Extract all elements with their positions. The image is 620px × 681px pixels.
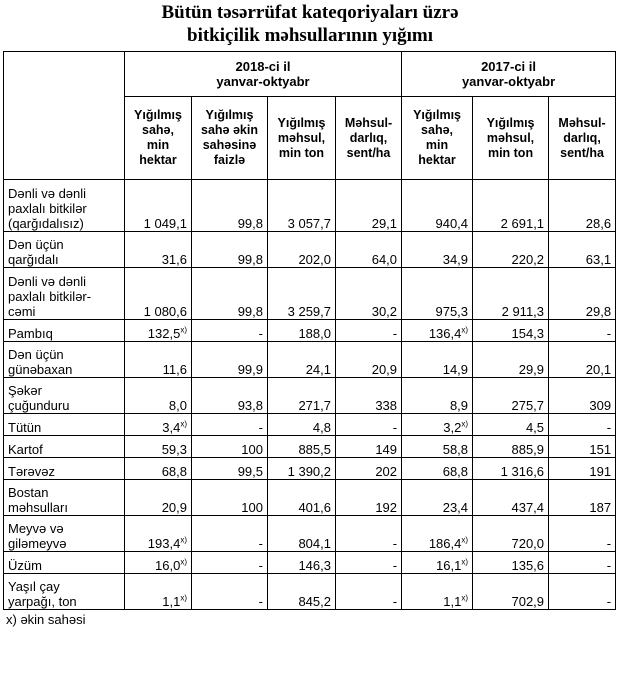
cell-y17 [549, 180, 616, 232]
cell-value: 338 [375, 398, 398, 413]
cell-a18 [125, 516, 192, 552]
cell-value: 146,3 [298, 558, 331, 573]
cell-pct [192, 516, 268, 552]
cell-a18 [125, 480, 192, 516]
cell-y18 [336, 414, 402, 436]
cell-value: 31,6 [161, 252, 187, 267]
table-row [4, 180, 616, 232]
cell-value: 186,4 [428, 536, 462, 551]
cell-value: - [258, 558, 263, 573]
cell-value: 401,6 [298, 500, 331, 515]
cell-value: 11,6 [162, 362, 187, 377]
row-label [4, 458, 125, 480]
cell-p18 [268, 342, 336, 378]
cell-value: 34,9 [442, 252, 469, 267]
row-label [4, 180, 125, 232]
cell-p17 [473, 378, 549, 414]
table-row [4, 414, 616, 436]
document-title [0, 1, 620, 51]
row-label-text: Tütün [8, 420, 42, 435]
period-2017-text: 2017-ci il yanvar-oktyabr [461, 59, 556, 89]
cell-pct [192, 552, 268, 574]
cell-value: 1,1 [443, 594, 462, 609]
row-label-text: Tərəvəz [8, 464, 55, 479]
cell-a17 [402, 480, 473, 516]
row-label [4, 378, 125, 414]
cell-pct [192, 268, 268, 320]
cell-value: 3 057,7 [287, 216, 331, 231]
cell-value: 3,4 [162, 420, 181, 435]
cell-y17 [549, 378, 616, 414]
col-area-2018: Yığılmış sahə, min hektar [125, 97, 192, 180]
cell-value: - [606, 594, 612, 609]
cell-value: 202,0 [298, 252, 331, 267]
cell-pct [192, 232, 268, 268]
cell-p18 [268, 516, 336, 552]
cell-value: - [606, 326, 612, 341]
footnote-marker: x) [461, 593, 469, 603]
row-label [4, 436, 125, 458]
cell-value: 63,1 [585, 252, 612, 267]
cell-y18 [336, 574, 402, 610]
cell-p17 [473, 180, 549, 232]
cell-a18 [125, 574, 192, 610]
cell-value: 845,2 [298, 594, 331, 609]
cell-y17 [549, 414, 616, 436]
cell-y17 [549, 552, 616, 574]
cell-value: 1 049,1 [143, 216, 187, 231]
cell-value: 64,0 [371, 252, 398, 267]
cell-y17 [549, 342, 616, 378]
cell-p17 [473, 342, 549, 378]
cell-a18 [125, 436, 192, 458]
cell-value: 136,4 [428, 326, 462, 341]
cell-p17 [473, 574, 549, 610]
row-label-text: Dən üçün qarğıdalı [8, 237, 64, 267]
table-row [4, 378, 616, 414]
cell-value: - [606, 420, 612, 435]
cell-value: - [392, 558, 398, 573]
row-label-text: Şəkər çuğunduru [8, 383, 70, 413]
row-label-text: Kartof [8, 442, 43, 457]
cell-value: 99,8 [237, 252, 263, 267]
table-row [4, 436, 616, 458]
cell-value: 2 911,3 [501, 304, 545, 319]
period-2018-header [125, 52, 402, 97]
row-label [4, 480, 125, 516]
cell-value: 16,0 [155, 558, 181, 573]
cell-value: 940,4 [435, 216, 469, 231]
cell-pct [192, 458, 268, 480]
cell-a17 [402, 516, 473, 552]
cell-value: 804,1 [298, 536, 331, 551]
col-product-2017: Yığılmış məhsul, min ton [473, 97, 549, 180]
footnote-marker: x) [461, 325, 469, 335]
cell-value: - [392, 326, 398, 341]
cell-y17 [549, 320, 616, 342]
cell-pct [192, 378, 268, 414]
cell-value: 99,8 [237, 216, 263, 231]
cell-a18 [125, 414, 192, 436]
cell-p18 [268, 232, 336, 268]
cell-a17 [402, 574, 473, 610]
cell-a18 [125, 180, 192, 232]
cell-value: 68,8 [442, 464, 469, 479]
cell-value: 188,0 [298, 326, 331, 341]
row-label [4, 268, 125, 320]
row-label-text: Dənli və dənli paxlalı bitkilər- cəmi [8, 274, 92, 319]
row-label-header [4, 52, 125, 180]
cell-pct [192, 436, 268, 458]
cell-y17 [549, 458, 616, 480]
cell-a17 [402, 268, 473, 320]
row-label [4, 574, 125, 610]
cell-value: 2 691,1 [500, 216, 545, 231]
cell-value: 28,6 [585, 216, 612, 231]
cell-a18 [125, 552, 192, 574]
cell-p17 [473, 458, 549, 480]
cell-p18 [268, 378, 336, 414]
cell-y17 [549, 232, 616, 268]
cell-y18 [336, 552, 402, 574]
table-row [4, 342, 616, 378]
cell-p17 [473, 232, 549, 268]
cell-a18 [125, 232, 192, 268]
cell-p18 [268, 458, 336, 480]
cell-value: 187 [589, 500, 612, 515]
footnote: x) əkin sahəsi [6, 612, 86, 627]
cell-p17 [473, 516, 549, 552]
cell-value: 24,1 [305, 362, 331, 377]
cell-y17 [549, 436, 616, 458]
cell-value: 1 316,6 [500, 464, 545, 479]
cell-y18 [336, 342, 402, 378]
cell-pct [192, 574, 268, 610]
cell-value: 29,8 [585, 304, 612, 319]
cell-y18 [336, 378, 402, 414]
cell-a18 [125, 320, 192, 342]
cell-y17 [549, 516, 616, 552]
cell-value: 975,3 [435, 304, 469, 319]
row-label-text: Yaşıl çay yarpağı, ton [8, 579, 77, 609]
cell-value: - [258, 594, 263, 609]
cell-value: 99,9 [237, 362, 263, 377]
table-row [4, 480, 616, 516]
cell-value: 275,7 [511, 398, 545, 413]
table-row [4, 552, 616, 574]
title-line-2: bitkiçilik məhsullarının yığımı [187, 25, 433, 46]
cell-p18 [268, 414, 336, 436]
cell-a18 [125, 378, 192, 414]
cell-y18 [336, 180, 402, 232]
cell-value: 885,5 [298, 442, 331, 457]
cell-value: 68,8 [161, 464, 187, 479]
table-row [4, 268, 616, 320]
cell-value: 3,2 [443, 420, 462, 435]
cell-value: - [606, 536, 612, 551]
cell-value: 885,9 [511, 442, 545, 457]
cell-p18 [268, 552, 336, 574]
cell-a17 [402, 232, 473, 268]
row-label-text: Üzüm [8, 558, 42, 573]
col-product-2018: Yığılmış məhsul, min ton [268, 97, 336, 180]
cell-value: 309 [589, 398, 612, 413]
col-area-2017: Yığılmış sahə, min hektar [402, 97, 473, 180]
cell-value: 59,3 [161, 442, 187, 457]
row-label-text: Meyvə və giləmeyvə [8, 521, 67, 551]
cell-a17 [402, 342, 473, 378]
cell-y18 [336, 320, 402, 342]
row-label [4, 232, 125, 268]
footnote-marker: x) [180, 557, 187, 567]
footnote-marker: x) [180, 419, 187, 429]
table-row [4, 574, 616, 610]
footnote-marker: x) [461, 419, 469, 429]
cell-y18 [336, 436, 402, 458]
cell-pct [192, 342, 268, 378]
cell-value: 720,0 [511, 536, 545, 551]
cell-value: 193,4 [147, 536, 181, 551]
cell-value: 135,6 [511, 558, 545, 573]
table-row [4, 516, 616, 552]
cell-pct [192, 180, 268, 232]
cell-value: 20,1 [585, 362, 612, 377]
row-label [4, 414, 125, 436]
cell-y18 [336, 480, 402, 516]
cell-p18 [268, 320, 336, 342]
cell-value: 1 080,6 [143, 304, 187, 319]
row-label-text: Pambıq [8, 326, 53, 341]
row-label [4, 342, 125, 378]
cell-value: 29,9 [518, 362, 545, 377]
cell-value: 14,9 [442, 362, 469, 377]
footnote-marker: x) [180, 325, 187, 335]
cell-value: 20,9 [371, 362, 398, 377]
cell-value: 20,9 [161, 500, 187, 515]
cell-value: - [392, 420, 398, 435]
row-label-text: Dənli və dənli paxlalı bitkilər (qarğıdalısız) [8, 186, 87, 231]
cell-p17 [473, 480, 549, 516]
cell-a17 [402, 320, 473, 342]
cell-value: 149 [375, 442, 398, 457]
cell-a17 [402, 458, 473, 480]
col-area-pct-2018: Yığılmış sahə əkin sahəsinə faizlə [192, 97, 268, 180]
cell-value: 100 [241, 442, 263, 457]
cell-pct [192, 320, 268, 342]
period-2017-header [402, 52, 616, 97]
col-yield-2017: Məhsul- darlıq, sent/ha [549, 97, 616, 180]
cell-value: 192 [375, 500, 398, 515]
cell-p17 [473, 414, 549, 436]
cell-y18 [336, 232, 402, 268]
table-row [4, 458, 616, 480]
cell-p18 [268, 268, 336, 320]
cell-value: 4,8 [312, 420, 331, 435]
cell-p17 [473, 320, 549, 342]
cell-p17 [473, 268, 549, 320]
row-label-text: Dən üçün günəbaxan [8, 347, 73, 377]
footnote-marker: x) [461, 557, 469, 567]
cell-value: 154,3 [511, 326, 545, 341]
cell-p17 [473, 436, 549, 458]
cell-value: 191 [589, 464, 612, 479]
cell-value: 132,5 [147, 326, 181, 341]
cell-a18 [125, 268, 192, 320]
cell-a17 [402, 378, 473, 414]
cell-value: 99,8 [237, 304, 263, 319]
cell-pct [192, 480, 268, 516]
cell-y17 [549, 574, 616, 610]
cell-value: 151 [589, 442, 612, 457]
cell-y18 [336, 516, 402, 552]
cell-value: 202 [375, 464, 398, 479]
cell-y17 [549, 480, 616, 516]
cell-value: 99,5 [237, 464, 263, 479]
cell-value: 702,9 [511, 594, 545, 609]
cell-value: 58,8 [442, 442, 469, 457]
cell-value: 30,2 [371, 304, 398, 319]
cell-value: 1 390,2 [287, 464, 331, 479]
cell-value: 4,5 [525, 420, 545, 435]
cell-a18 [125, 458, 192, 480]
period-2018-text: 2018-ci il yanvar-oktyabr [216, 59, 310, 89]
cell-pct [192, 414, 268, 436]
row-label-text: Bostan məhsulları [8, 485, 68, 515]
cell-value: 100 [241, 500, 263, 515]
cell-p18 [268, 480, 336, 516]
cell-value: - [392, 594, 398, 609]
cell-a17 [402, 414, 473, 436]
cell-value: 29,1 [371, 216, 398, 231]
footnote-marker: x) [461, 535, 469, 545]
cell-y18 [336, 458, 402, 480]
cell-a17 [402, 552, 473, 574]
cell-p18 [268, 436, 336, 458]
cell-value: 8,0 [168, 398, 187, 413]
cell-value: - [258, 420, 263, 435]
table-body [4, 180, 616, 610]
harvest-table [3, 51, 616, 610]
cell-value: - [606, 558, 612, 573]
cell-value: 16,1 [436, 558, 462, 573]
cell-value: - [258, 326, 263, 341]
cell-p18 [268, 574, 336, 610]
cell-value: 8,9 [449, 398, 469, 413]
cell-value: 220,2 [511, 252, 545, 267]
cell-value: 1,1 [162, 594, 181, 609]
cell-value: - [258, 536, 263, 551]
cell-value: 3 259,7 [287, 304, 331, 319]
table-row [4, 320, 616, 342]
cell-p18 [268, 180, 336, 232]
cell-p17 [473, 552, 549, 574]
footnote-marker: x) [180, 593, 187, 603]
cell-y18 [336, 268, 402, 320]
footnote-marker: x) [180, 535, 187, 545]
cell-value: - [392, 536, 398, 551]
col-yield-2018: Məhsul- darlıq, sent/ha [336, 97, 402, 180]
row-label [4, 516, 125, 552]
cell-value: 271,7 [298, 398, 331, 413]
cell-a17 [402, 180, 473, 232]
cell-a18 [125, 342, 192, 378]
cell-a17 [402, 436, 473, 458]
row-label [4, 320, 125, 342]
cell-y17 [549, 268, 616, 320]
row-label [4, 552, 125, 574]
cell-value: 93,8 [237, 398, 263, 413]
cell-value: 23,4 [442, 500, 469, 515]
table-row [4, 232, 616, 268]
title-line-1: Bütün təsərrüfat kateqoriyaları üzrə [161, 2, 459, 23]
cell-value: 437,4 [511, 500, 545, 515]
